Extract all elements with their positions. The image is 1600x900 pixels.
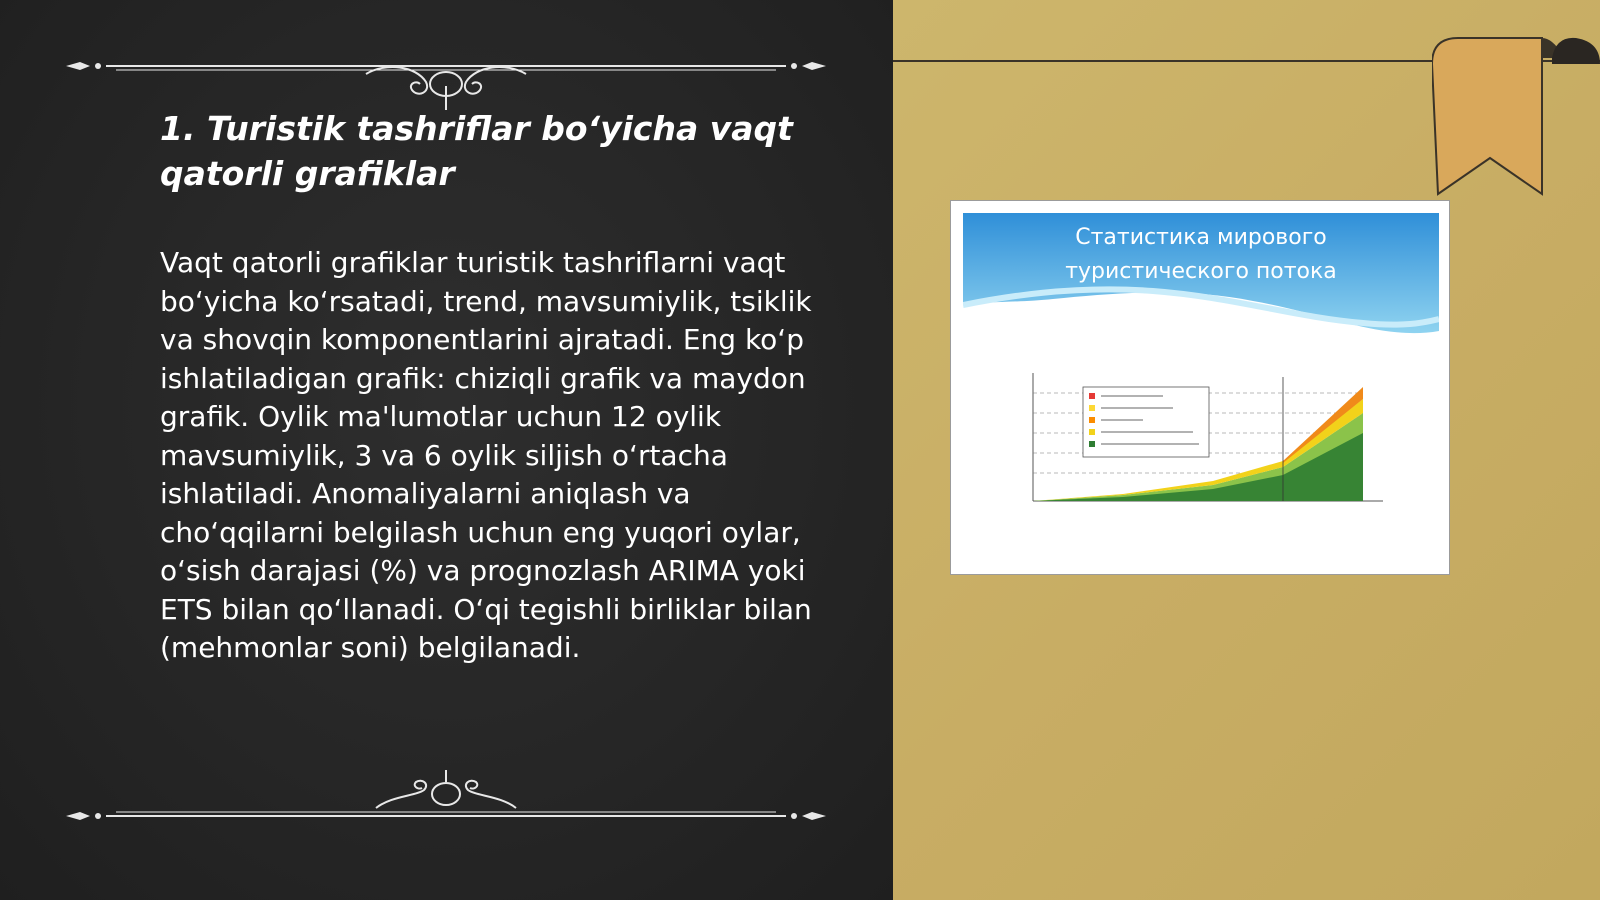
slide-title: 1. Turistik tashriflar bo‘yicha vaqt qatorli grafiklar	[160, 109, 793, 193]
image-title-line2: туристического потока	[1065, 259, 1337, 284]
tourism-statistics-image	[950, 200, 1450, 575]
bookmark-ribbon-icon	[1432, 34, 1600, 204]
image-title	[963, 221, 1439, 289]
slide-body-text: Vaqt qatorli grafiklar turistik tashriflarni vaqt bo‘yicha ko‘rsatadi, trend, mavsumiylik, tsiklik va shovqin komponentlarini ajratadi. Eng ko‘p ishlatiladigan grafik: chiziqli grafik va maydon grafik. Oylik ma'lumotlar uchun 12 oylik mavsumiylik, 3 va 6 oylik siljish o‘rtacha ishlatiladi. Anomaliyalarni aniqlash va cho‘qqilarni belgilash uchun eng yuqori oylar, o‘sish darajasi (%) va prognozlash ARIMA yoki ETS bilan qo‘llanadi. O‘qi tegishli birliklar bilan (mehmonlar soni) belgilanadi.	[160, 246, 812, 664]
flourish-ornament-bottom-icon	[66, 770, 826, 830]
image-title-line1: Статистика мирового	[1075, 225, 1327, 250]
image-content	[963, 213, 1439, 563]
flourish-ornament-top-icon	[66, 52, 826, 112]
tourism-area-chart-graphic	[1013, 363, 1393, 513]
